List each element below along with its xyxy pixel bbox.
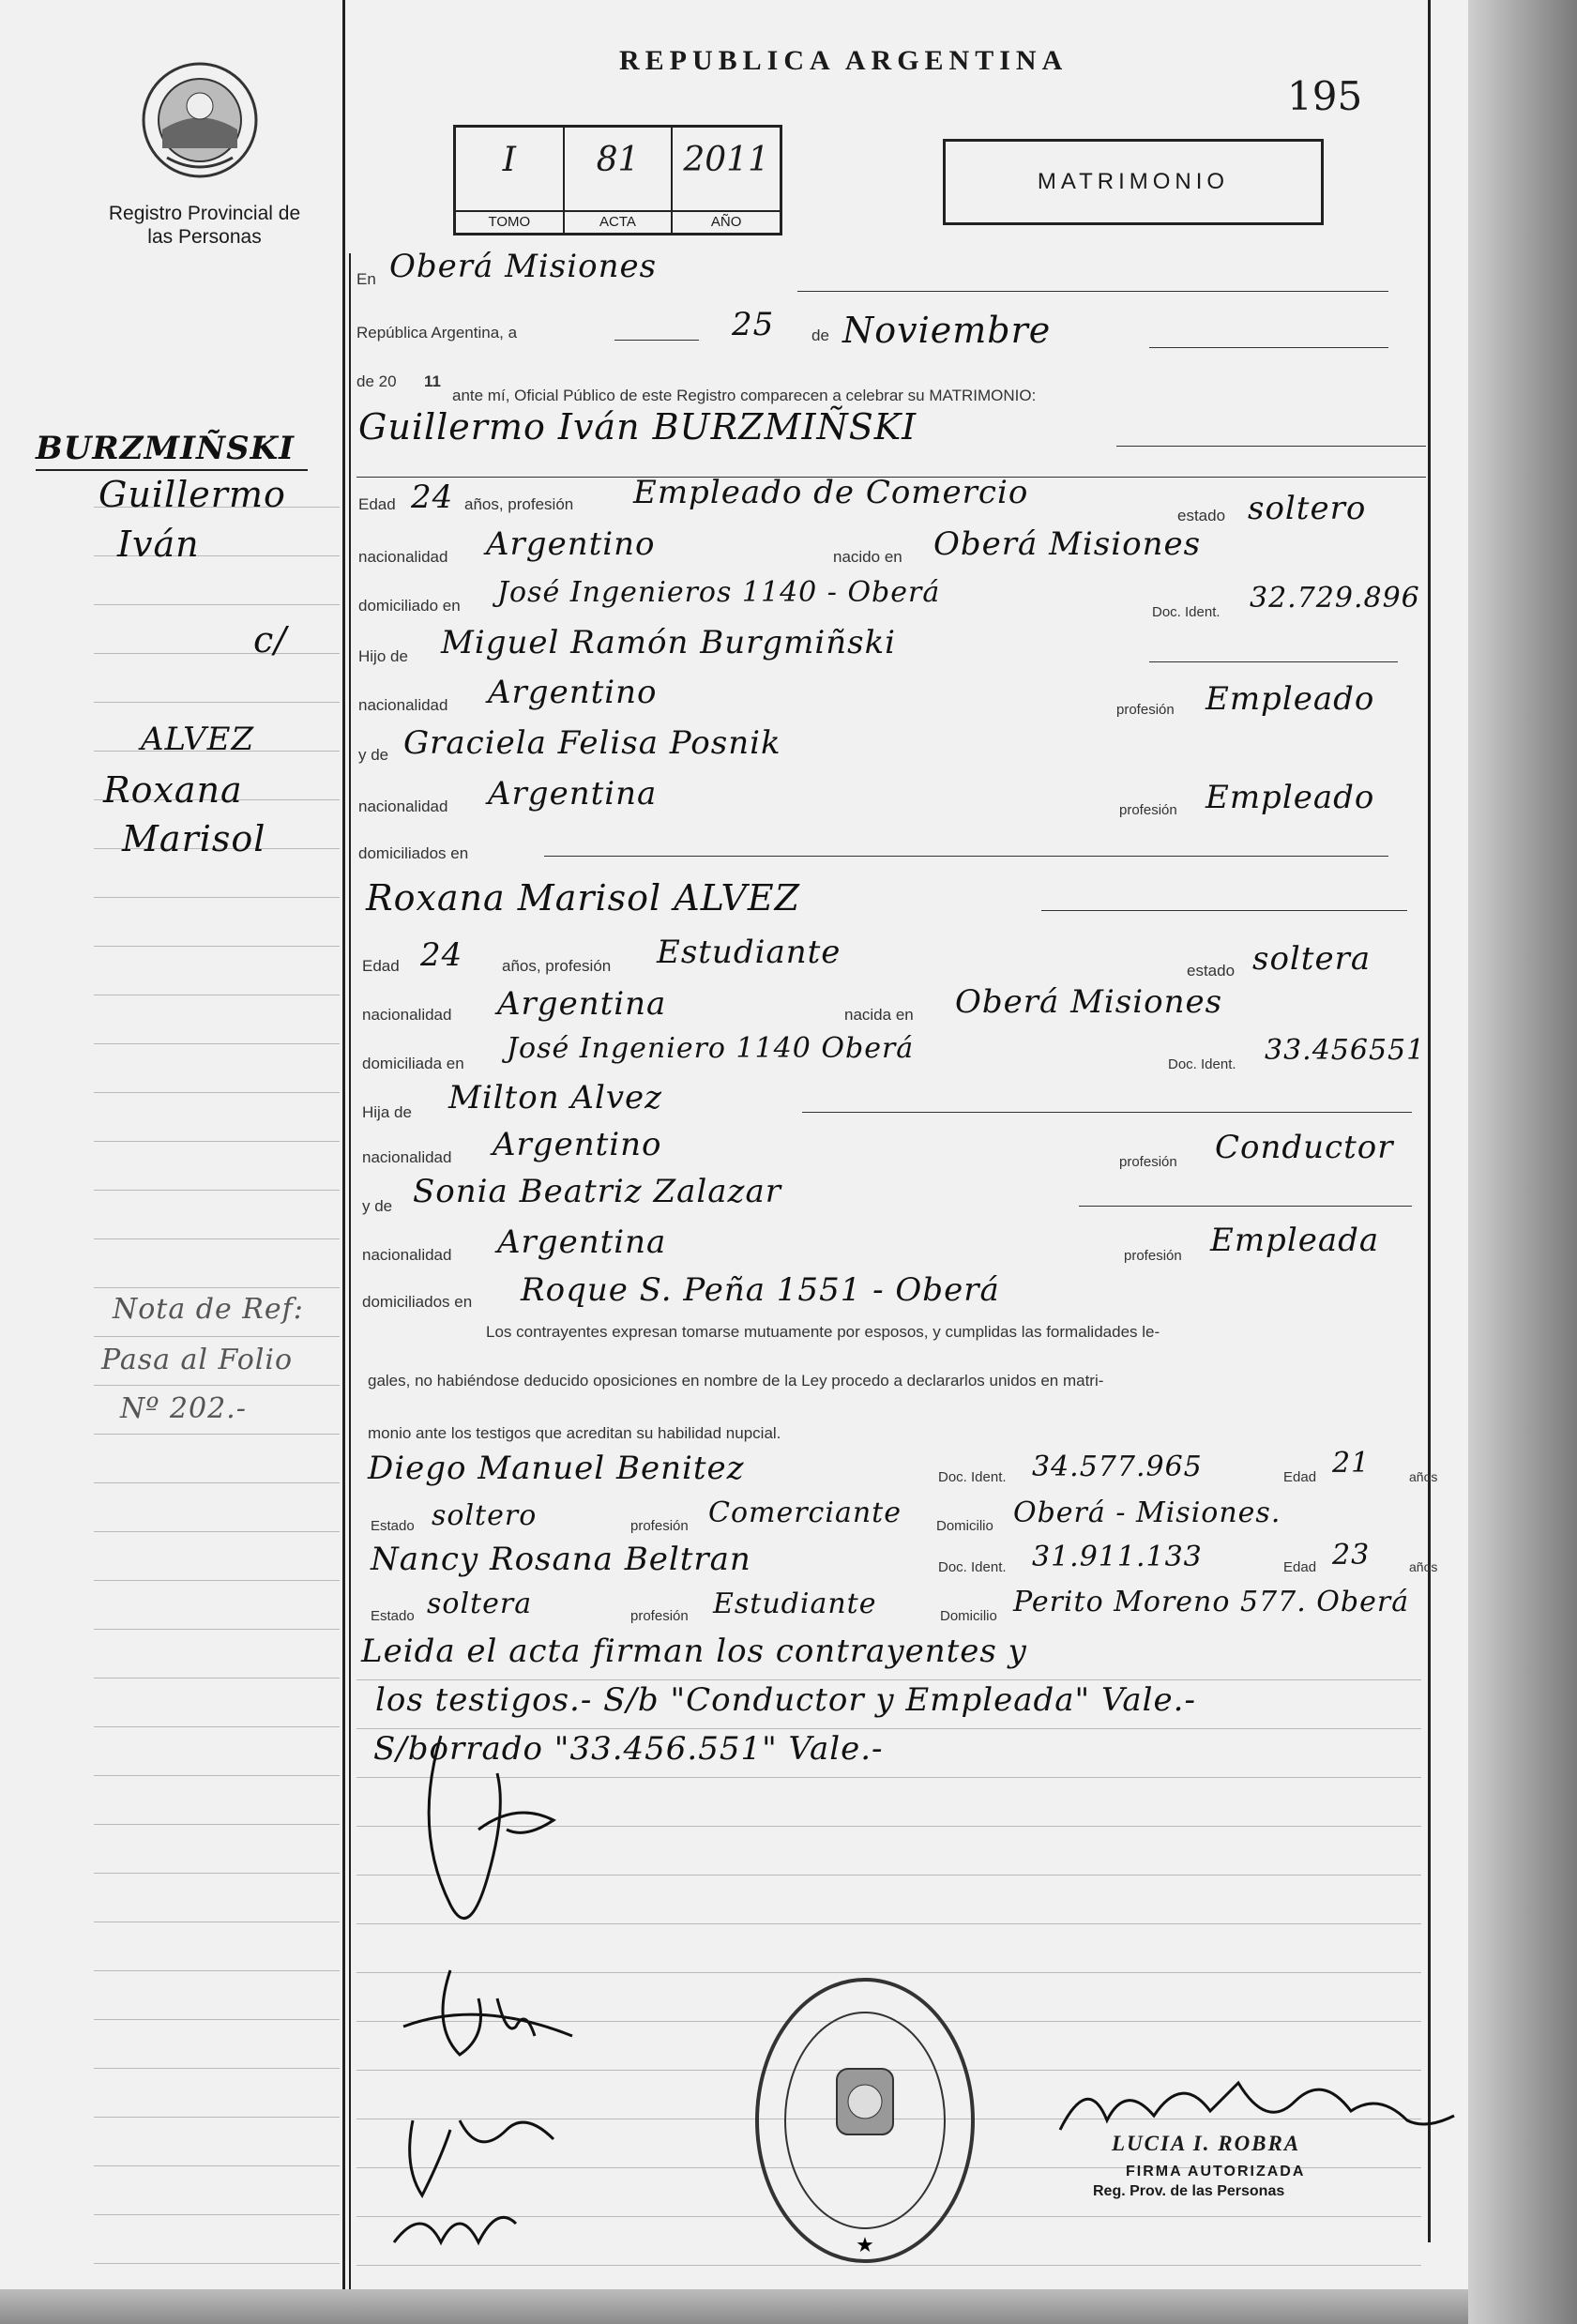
republica-label: República Argentina, a — [356, 324, 518, 342]
bride-yde-label: y de — [362, 1197, 393, 1215]
day-leading-line — [614, 340, 699, 341]
bride-full-name: Roxana Marisol ALVEZ — [366, 877, 801, 919]
groom-mother: Graciela Felisa Posnik — [403, 724, 781, 762]
closing-line-3: S/borrado "33.456.551" Vale.- — [373, 1730, 884, 1768]
witness-2-doc-label: Doc. Ident. — [938, 1559, 1007, 1575]
margin-ruled-line — [94, 1873, 340, 1874]
anio-value: 2011 — [683, 141, 769, 179]
bottom-edge-shadow — [0, 2289, 1468, 2324]
margin-ruled-line — [94, 653, 340, 654]
witness-1-signature — [410, 2120, 553, 2195]
month-line — [1149, 347, 1388, 348]
witness-1-age: 21 — [1332, 1447, 1371, 1480]
tomo-cell — [456, 128, 565, 233]
margin-groom-surname: BURZMIÑSKI — [36, 430, 296, 467]
bride-mother-prof-label: profesión — [1124, 1248, 1182, 1264]
tomo-label: TOMO — [456, 210, 563, 233]
acta-label: ACTA — [565, 210, 672, 233]
witness-2-signature — [394, 2217, 516, 2242]
groom-edad-label: Edad — [358, 495, 396, 513]
bride-mother-line — [1079, 1206, 1412, 1207]
anio-cell — [673, 128, 780, 233]
bride-parents-dom-label: domiciliados en — [362, 1293, 473, 1311]
margin-ruled-line — [94, 946, 340, 947]
margin-ruled-line — [94, 702, 340, 703]
bride-nationality: Argentina — [497, 985, 667, 1023]
body-line-2: gales, no habiéndose deducido oposiciones en nombre de la Ley procedo a declararlos unidos en matri- — [368, 1372, 1104, 1390]
margin-surname-underline — [36, 469, 308, 471]
margin-ruled-line — [94, 2019, 340, 2020]
margin-groom-name-2: Iván — [117, 524, 200, 565]
groom-age: 24 — [411, 478, 454, 516]
groom-yde-label: y de — [358, 746, 389, 764]
bride-name-line — [1041, 910, 1407, 911]
margin-ruled-line — [94, 1238, 340, 1239]
groom-signature — [429, 1736, 553, 1919]
witness-2-profession: Estudiante — [713, 1587, 877, 1620]
witness-2-edad-label: Edad — [1283, 1559, 1317, 1575]
father-line — [1149, 661, 1398, 662]
groom-hijo-label: Hijo de — [358, 647, 408, 665]
groom-parents-line — [544, 856, 1388, 857]
margin-ruled-line — [94, 1580, 340, 1581]
margin-ruled-line — [94, 1190, 340, 1191]
acta-value: 81 — [596, 141, 640, 179]
month-value: Noviembre — [842, 310, 1052, 351]
bride-father-line — [802, 1112, 1412, 1113]
groom-parents-dom-label: domiciliados en — [358, 844, 469, 862]
groom-doc: 32.729.896 — [1250, 582, 1420, 615]
bride-edad-label: Edad — [362, 957, 400, 975]
form-ruled-line — [356, 1679, 1421, 1680]
closing-line-2: los testigos.- S/b "Conductor y Empleada" Vale.- — [375, 1681, 1196, 1719]
official-role: FIRMA AUTORIZADA — [1126, 2164, 1306, 2180]
margin-ruled-line — [94, 1336, 340, 1337]
groom-profession: Empleado de Comercio — [633, 474, 1029, 511]
witness-2-address: Perito Moreno 577. Oberá — [1013, 1586, 1410, 1618]
margin-note-2: Pasa al Folio — [101, 1344, 294, 1376]
margin-note-1: Nota de Ref: — [113, 1293, 304, 1326]
witness-2-age: 23 — [1332, 1539, 1371, 1572]
day-value: 25 — [732, 306, 775, 343]
witness-1-edad-label: Edad — [1283, 1469, 1317, 1485]
bride-father-nationality: Argentino — [493, 1126, 662, 1163]
groom-mother-prof-label: profesión — [1119, 802, 1177, 818]
margin-ruled-line — [94, 1287, 340, 1288]
bride-hija-label: Hija de — [362, 1103, 412, 1121]
witness-1-profession: Comerciante — [708, 1496, 902, 1529]
provincial-seal-logo — [139, 54, 261, 190]
groom-father-nationality: Argentino — [488, 674, 658, 711]
margin-ruled-line — [94, 1629, 340, 1630]
groom-father-prof-label: profesión — [1116, 702, 1175, 718]
bride-status: soltera — [1252, 940, 1372, 978]
margin-ruled-line — [94, 1482, 340, 1483]
witness-2-status: soltera — [427, 1587, 533, 1620]
margin-ruled-line — [94, 1726, 340, 1727]
margin-bride-name-1: Roxana — [103, 769, 243, 811]
witness-1-estado-label: Estado — [371, 1518, 415, 1534]
witness-1-status: soltero — [432, 1499, 538, 1532]
witness-2-prof-label: profesión — [630, 1608, 689, 1624]
bride-mother: Sonia Beatriz Zalazar — [413, 1173, 781, 1210]
bride-nac-label: nacionalidad — [362, 1006, 452, 1024]
margin-note-3: Nº 202.- — [120, 1392, 247, 1425]
margin-ruled-line — [94, 604, 340, 605]
margin-bride-surname: ALVEZ — [141, 721, 255, 758]
groom-status: soltero — [1248, 490, 1367, 527]
bride-mother-nationality: Argentina — [497, 1223, 667, 1261]
margin-groom-name-1: Guillermo — [99, 474, 286, 515]
groom-full-name: Guillermo Iván BURZMIÑSKI — [358, 406, 917, 448]
margin-ruled-line — [94, 1531, 340, 1532]
witness-1-dom-label: Domicilio — [936, 1518, 993, 1534]
body-line-1: Los contrayentes expresan tomarse mutuamente por esposos, y cumplidas las formalidades le- — [486, 1323, 1160, 1341]
margin-ruled-line — [94, 2068, 340, 2069]
official-stamp — [743, 1966, 987, 2280]
margin-ruled-line — [94, 2165, 340, 2166]
en-label: En — [356, 270, 376, 288]
groom-mother-nac-label: nacionalidad — [358, 797, 448, 815]
margin-ruled-line — [94, 1434, 340, 1435]
groom-mother-profession: Empleado — [1205, 779, 1375, 816]
margin-ruled-line — [94, 1824, 340, 1825]
bride-profession: Estudiante — [657, 934, 842, 971]
act-type-box: MATRIMONIO — [943, 139, 1324, 225]
margin-ruled-line — [94, 1385, 340, 1386]
year-suffix: 11 — [424, 372, 441, 390]
bride-doc: 33.456551 — [1265, 1034, 1426, 1067]
acta-cell — [565, 128, 674, 233]
margin-ruled-line — [94, 1970, 340, 1971]
form-right-rule — [1428, 0, 1431, 2242]
witness-1-anios-label: años — [1409, 1469, 1438, 1484]
margin-bride-name-2: Marisol — [122, 818, 266, 859]
form-left-rule — [349, 253, 351, 2289]
bride-anios-label: años, profesión — [502, 957, 612, 975]
groom-nac-label: nacionalidad — [358, 548, 448, 566]
bride-nacida-label: nacida en — [844, 1006, 914, 1024]
tomo-value: I — [502, 141, 516, 179]
anio-label: AÑO — [673, 210, 780, 233]
de-label: de — [811, 327, 829, 344]
groom-address: José Ingenieros 1140 - Oberá — [497, 576, 941, 609]
witness-1-name: Diego Manuel Benitez — [368, 1450, 745, 1487]
witness-2-doc: 31.911.133 — [1032, 1541, 1203, 1573]
body-line-3: monio ante los testigos que acreditan su habilidad nupcial. — [368, 1424, 781, 1442]
margin-ruled-line — [94, 2117, 340, 2118]
witness-2-dom-label: Domicilio — [940, 1608, 997, 1624]
bride-signature — [403, 1970, 572, 2055]
margin-ruled-line — [94, 2263, 340, 2264]
margin-ruled-line — [94, 897, 340, 898]
groom-mother-nationality: Argentina — [488, 775, 658, 813]
year-prefix: de 20 — [356, 372, 397, 390]
groom-dom-label: domiciliado en — [358, 597, 461, 615]
groom-nacido-label: nacido en — [833, 548, 902, 566]
registry-name: Registro Provincial de las Personas — [108, 203, 301, 248]
record-table — [453, 125, 782, 235]
witness-1-prof-label: profesión — [630, 1518, 689, 1534]
official-office: Reg. Prov. de las Personas — [1093, 2183, 1285, 2199]
groom-name-line — [1116, 446, 1426, 447]
page-edge-shadow — [1468, 0, 1577, 2324]
groom-father-nac-label: nacionalidad — [358, 696, 448, 714]
witness-1-doc: 34.577.965 — [1032, 1451, 1203, 1483]
margin-ruled-line — [94, 2214, 340, 2215]
left-margin-rule — [342, 0, 345, 2289]
official-name: LUCIA I. ROBRA — [1112, 2132, 1301, 2155]
margin-ruled-line — [94, 1921, 340, 1922]
witness-1-doc-label: Doc. Ident. — [938, 1469, 1007, 1485]
bride-mother-profession: Empleada — [1210, 1222, 1380, 1259]
groom-nationality: Argentino — [486, 525, 656, 563]
margin-ruled-line — [94, 1775, 340, 1776]
groom-doc-label: Doc. Ident. — [1152, 604, 1221, 620]
bride-father: Milton Alvez — [448, 1079, 663, 1116]
witness-2-name: Nancy Rosana Beltran — [371, 1541, 751, 1578]
bride-father-nac-label: nacionalidad — [362, 1148, 452, 1166]
ante-text: ante mí, Oficial Público de este Registro comparecen a celebrar su MATRIMONIO: — [452, 387, 1037, 404]
witness-1-address: Oberá - Misiones. — [1013, 1496, 1281, 1529]
bride-father-profession: Conductor — [1215, 1129, 1394, 1166]
place-line — [797, 291, 1388, 292]
margin-ruled-line — [94, 1141, 340, 1142]
groom-anios-label: años, profesión — [464, 495, 574, 513]
place-value: Oberá Misiones — [389, 248, 658, 285]
bride-dom-label: domiciliada en — [362, 1055, 464, 1072]
bride-mother-nac-label: nacionalidad — [362, 1246, 452, 1264]
republic-heading: REPUBLICA ARGENTINA — [619, 45, 1069, 76]
bride-born-in: Oberá Misiones — [955, 983, 1223, 1021]
bride-parents-address: Roque S. Peña 1551 - Oberá — [521, 1271, 1000, 1309]
svg-text:★: ★ — [856, 2233, 874, 2256]
bride-doc-label: Doc. Ident. — [1168, 1056, 1236, 1072]
margin-ruled-line — [94, 1043, 340, 1044]
margin-ruled-line — [94, 1092, 340, 1093]
bride-age: 24 — [420, 936, 463, 974]
folio-number: 195 — [1287, 73, 1363, 119]
signatures-area — [366, 1717, 666, 2285]
witness-2-estado-label: Estado — [371, 1608, 415, 1624]
margin-connector: c/ — [253, 619, 288, 661]
witness-2-anios-label: años — [1409, 1559, 1438, 1574]
groom-estado-label: estado — [1177, 507, 1226, 524]
bride-estado-label: estado — [1187, 962, 1236, 980]
groom-father: Miguel Ramón Burgmiñski — [441, 624, 897, 661]
bride-father-prof-label: profesión — [1119, 1154, 1177, 1170]
groom-father-profession: Empleado — [1205, 680, 1375, 718]
closing-line-1: Leida el acta firman los contrayentes y — [361, 1633, 1027, 1670]
bride-address: José Ingeniero 1140 Oberá — [507, 1032, 915, 1065]
groom-born-in: Oberá Misiones — [933, 525, 1202, 563]
